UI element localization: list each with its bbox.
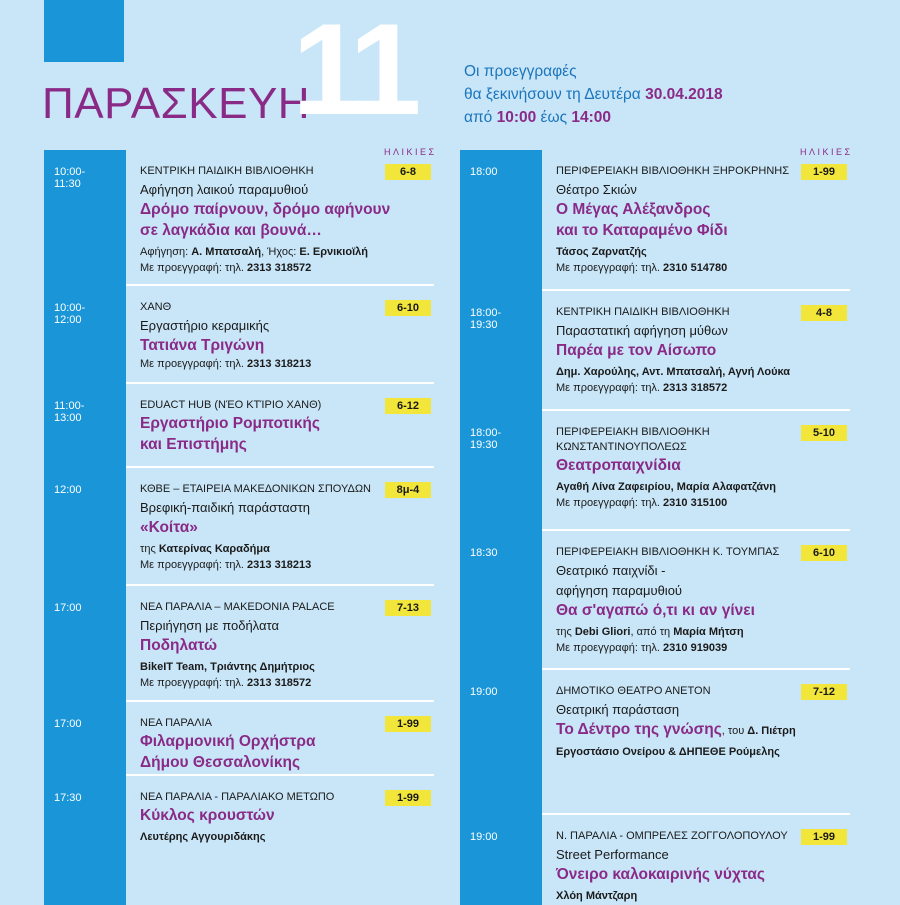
entry-contact xyxy=(140,356,430,372)
entry-phone: 2313 318213 xyxy=(247,559,312,571)
entry-credit-part: , από τη xyxy=(630,626,674,638)
entry-time: 11:00-13:00 xyxy=(54,400,85,424)
entry-details xyxy=(556,164,846,276)
entry-credit-part: της xyxy=(556,626,575,638)
entry-subtitle: Αφήγηση λαικού παραμυθιού xyxy=(140,182,309,197)
entry-venue: ΧΑΝΘ xyxy=(140,301,172,313)
entry-title-text: Τατιάνα Τριγώνη xyxy=(140,337,265,354)
entry-details xyxy=(140,600,430,691)
entry-subtitle: Εργαστήριο κεραμικής xyxy=(140,318,270,333)
entry-title-line2: και Επιστήμης xyxy=(140,436,247,453)
entry-time: 18:00 xyxy=(470,166,498,178)
entry-title-text: Το Δέντρο της γνώσης xyxy=(556,721,722,738)
age-badge: 8μ-4 xyxy=(385,482,431,498)
entry-time: 17:00 xyxy=(54,602,82,614)
entry-title-text: Κύκλος κρουστών xyxy=(140,807,275,824)
right-schedule-column xyxy=(460,150,850,905)
entry-credit-part: Τάσος Ζαρνατζής xyxy=(556,246,647,258)
entry-details xyxy=(556,545,846,656)
entry-divider xyxy=(542,409,850,411)
age-badge: 1-99 xyxy=(385,790,431,806)
entry-details xyxy=(140,716,430,773)
entry-venue: EDUACT HUB (ΝΈΟ ΚΤΊΡΙΟ ΧΑΝΘ) xyxy=(140,399,322,411)
entry-venue: ΠΕΡΙΦΕΡΕΙΑΚΗ ΒΙΒΛΙΟΘΗΚΗ ΞΗΡΟΚΡΗΝΗΣ xyxy=(556,165,790,177)
entry-time: 10:00-12:00 xyxy=(54,302,86,326)
entry-details xyxy=(556,305,846,396)
age-badge: 7-13 xyxy=(385,600,431,616)
age-badge: 7-12 xyxy=(801,684,847,700)
entry-phone: 2313 318572 xyxy=(247,262,312,274)
entry-details xyxy=(140,164,430,276)
entry-credit xyxy=(140,541,430,557)
entry-divider xyxy=(542,668,850,670)
entry-credit xyxy=(140,829,430,845)
entry-credit-part: Χλόη Μάντζαρη xyxy=(556,890,638,902)
entry-venue: ΚΕΝΤΡΙΚΗ ΠΑΙΔΙΚΗ ΒΙΒΛΙΟΘΗΚΗ xyxy=(556,306,730,318)
day-number: 11 xyxy=(292,0,414,142)
entry-contact-label: Με προεγγραφή: τηλ. xyxy=(140,677,248,689)
entry-venue: ΚΘΒΕ – ΕΤΑΙΡΕΙΑ ΜΑΚΕΔΟΝΙΚΩΝ ΣΠΟΥΔΩΝ xyxy=(140,483,371,495)
entry-divider xyxy=(542,529,850,531)
entry-title-author: Δ. Πιέτρη xyxy=(747,725,796,737)
entry-title-text: «Κοίτα» xyxy=(140,519,198,536)
day-name: ΠΑΡΑΣΚΕΥΗ xyxy=(42,79,311,128)
entry-credit-part: της xyxy=(140,543,159,555)
entry-credit-part: Αγαθή Λίνα Ζαφειρίου, Μαρία Αλαφατζάνη xyxy=(556,481,776,493)
ages-label-left: ΗΛΙΚΙΕΣ xyxy=(384,147,437,157)
entry-contact-label: Με προεγγραφή: τηλ. xyxy=(556,497,664,509)
entry-credit xyxy=(556,244,846,260)
entry-title xyxy=(556,200,846,220)
entry-time: 18:30 xyxy=(470,547,498,559)
entry-title xyxy=(140,806,430,826)
entry-phone: 2310 919039 xyxy=(663,642,728,654)
entry-title xyxy=(140,414,430,434)
entry-subtitle: Θεατρική παράσταση xyxy=(556,702,680,717)
age-badge: 5-10 xyxy=(801,425,847,441)
entry-divider xyxy=(126,284,434,286)
entry-details xyxy=(556,829,846,904)
entry-divider xyxy=(126,466,434,468)
age-badge: 4-8 xyxy=(801,305,847,321)
entry-credit-part: Λευτέρης Αγγουριδάκης xyxy=(140,831,266,843)
entry-credit xyxy=(556,479,846,495)
entry-credit xyxy=(140,659,430,675)
entry-contact xyxy=(556,640,846,656)
entry-divider xyxy=(542,289,850,291)
header-accent-block xyxy=(44,0,124,62)
entry-details xyxy=(140,300,430,372)
registration-date: 30.04.2018 xyxy=(645,86,723,103)
entry-time: 18:00-19:30 xyxy=(470,307,502,331)
entry-credit xyxy=(556,624,846,640)
age-badge: 6-10 xyxy=(801,545,847,561)
age-badge: 1-99 xyxy=(385,716,431,732)
registration-note xyxy=(464,60,723,129)
age-badge: 6-10 xyxy=(385,300,431,316)
entry-credit-part: Debi Gliori xyxy=(574,626,631,638)
entry-subtitle: Street Performance xyxy=(556,847,669,862)
entry-details xyxy=(556,425,846,511)
entry-contact xyxy=(140,260,430,276)
entry-credit-part: Μαρία Μήτση xyxy=(673,626,744,638)
entry-credit-part: Ε. Ερνικιοϊλή xyxy=(299,246,368,258)
entry-title-text: Ποδηλατώ xyxy=(140,637,218,654)
entry-phone: 2310 315100 xyxy=(663,497,728,509)
entry-venue: ΠΕΡΙΦΕΡΕΙΑΚΗ ΒΙΒΛΙΟΘΗΚΗ Κ. ΤΟΥΜΠΑΣ xyxy=(556,546,780,558)
registration-time-start: 10:00 xyxy=(496,109,537,126)
entry-title xyxy=(556,601,846,621)
entry-time: 19:00 xyxy=(470,686,498,698)
age-badge: 1-99 xyxy=(801,829,847,845)
entry-subtitle: Παραστατική αφήγηση μύθων xyxy=(556,323,728,338)
entry-details xyxy=(140,790,430,845)
entry-credit-part: Εργοστάσιο Ονείρου & ΔΗΠΕΘΕ Ρούμελης xyxy=(556,746,780,758)
age-badge: 6-12 xyxy=(385,398,431,414)
age-badge: 6-8 xyxy=(385,164,431,180)
entry-credit-part: Δημ. Χαρούλης, Αντ. Μπατσαλή, Αγνή Λούκα xyxy=(556,366,791,378)
entry-title xyxy=(556,341,846,361)
entry-time: 18:00-19:30 xyxy=(470,427,502,451)
entry-title-author-prefix: , του xyxy=(721,725,748,737)
entry-subtitle: Περιήγηση με ποδήλατα xyxy=(140,618,279,633)
entry-venue-line2: ΚΩΝΣΤΑΝΤΙΝΟΥΠΟΛΕΩΣ xyxy=(556,441,687,453)
entry-title-text: Θεατροπαιχνίδια xyxy=(556,457,681,474)
entry-title xyxy=(140,518,430,538)
entry-subtitle: Θεατρικό παιχνίδι - xyxy=(556,563,666,578)
entry-time: 12:00 xyxy=(54,484,82,496)
entry-credit xyxy=(556,888,846,904)
entry-title-line2: Δήμου Θεσσαλονίκης xyxy=(140,754,301,771)
entry-phone: 2313 318572 xyxy=(247,677,312,689)
entry-title xyxy=(556,720,846,741)
entry-contact-label: Με προεγγραφή: τηλ. xyxy=(140,262,248,274)
entry-title-line2: σε λαγκάδια και βουνά… xyxy=(140,222,322,239)
entry-credit-part: BikeIT Team, Τριάντης Δημήτριος xyxy=(140,661,315,673)
entry-time: 19:00 xyxy=(470,831,498,843)
entry-title xyxy=(140,336,430,356)
entry-phone: 2313 318213 xyxy=(247,358,312,370)
entry-details xyxy=(556,684,846,760)
entry-credit xyxy=(140,244,430,260)
entry-time: 10:00-11:30 xyxy=(54,166,86,190)
entry-credit xyxy=(556,744,846,760)
entry-venue: ΠΕΡΙΦΕΡΕΙΑΚΗ ΒΙΒΛΙΟΘΗΚΗ xyxy=(556,426,710,438)
entry-credit-part: Κατερίνας Καραδήμα xyxy=(158,543,270,555)
registration-time-end: 14:00 xyxy=(571,109,612,126)
entry-divider xyxy=(126,700,434,702)
entry-credit xyxy=(556,364,846,380)
entry-subtitle-line2: αφήγηση παραμυθιού xyxy=(556,583,683,598)
entry-phone: 2313 318572 xyxy=(663,382,728,394)
entry-divider xyxy=(126,382,434,384)
left-schedule-column xyxy=(44,150,434,905)
entry-contact xyxy=(140,557,430,573)
entry-credit-part: Αφήγηση: xyxy=(140,246,192,258)
entry-venue: Ν. ΠΑΡΑΛΙΑ - ΟΜΠΡΕΛΕΣ ΖΟΓΓΟΛΟΠΟΥΛΟΥ xyxy=(556,830,788,842)
entry-title-text: Θα σ'αγαπώ ό,τι κι αν γίνει xyxy=(556,602,755,619)
entry-details xyxy=(140,398,430,455)
entry-venue: ΔΗΜΟΤΙΚΟ ΘΕΑΤΡΟ ΑΝΕΤΟΝ xyxy=(556,685,711,697)
entry-subtitle: Θέατρο Σκιών xyxy=(556,182,637,197)
entry-divider xyxy=(542,813,850,815)
registration-note-line3: από 10:00 έως 14:00 xyxy=(464,109,612,126)
entry-title-text: Ο Μέγας Αλέξανδρος xyxy=(556,201,711,218)
entry-title xyxy=(140,732,430,752)
entry-contact xyxy=(556,495,846,511)
entry-contact xyxy=(556,260,846,276)
entry-title-text: Εργαστήριο Ρομποτικής xyxy=(140,415,320,432)
entry-time: 17:30 xyxy=(54,792,82,804)
entry-credit-part: Α. Μπατσαλή xyxy=(191,246,262,258)
entry-contact-label: Με προεγγραφή: τηλ. xyxy=(556,642,664,654)
entry-venue: ΝΕΑ ΠΑΡΑΛΙΑ – MAKEDONIA PALACE xyxy=(140,601,335,613)
entry-title xyxy=(140,636,430,656)
entry-divider xyxy=(126,774,434,776)
registration-note-line1: Οι προεγγραφές xyxy=(464,63,577,80)
registration-note-line2: θα ξεκινήσουν τη Δευτέρα 30.04.2018 xyxy=(464,86,723,103)
entry-title xyxy=(140,200,430,220)
ages-label-right: ΗΛΙΚΙΕΣ xyxy=(800,147,853,157)
entry-title-text: Φιλαρμονική Ορχήστρα xyxy=(140,733,316,750)
entry-venue: ΝΕΑ ΠΑΡΑΛΙΑ xyxy=(140,717,212,729)
entry-contact-label: Με προεγγραφή: τηλ. xyxy=(140,559,248,571)
entry-contact-label: Με προεγγραφή: τηλ. xyxy=(556,382,664,394)
entry-contact xyxy=(140,675,430,691)
right-time-bar xyxy=(460,150,542,905)
entry-title xyxy=(556,456,846,476)
entry-time: 17:00 xyxy=(54,718,82,730)
entry-venue: ΝΕΑ ΠΑΡΑΛΙΑ - ΠΑΡΑΛΙΑΚΟ ΜΕΤΩΠΟ xyxy=(140,791,335,803)
entry-title xyxy=(556,865,846,885)
entry-title-line2: και το Καταραμένο Φίδι xyxy=(556,222,728,239)
entry-subtitle: Βρεφική-παιδική παράσταστη xyxy=(140,500,310,515)
entry-title-text: Όνειρο καλοκαιρινής νύχτας xyxy=(556,866,765,883)
entry-venue: ΚΕΝΤΡΙΚΗ ΠΑΙΔΙΚΗ ΒΙΒΛΙΟΘΗΚΗ xyxy=(140,165,314,177)
entry-title-text: Δρόμο παίρνουν, δρόμο αφήνουν xyxy=(140,201,391,218)
entry-credit-part: , Ήχος: xyxy=(261,246,300,258)
entry-divider xyxy=(126,584,434,586)
entry-title-text: Παρέα με τον Αίσωπο xyxy=(556,342,717,359)
entry-details xyxy=(140,482,430,573)
entry-contact-label: Με προεγγραφή: τηλ. xyxy=(556,262,664,274)
age-badge: 1-99 xyxy=(801,164,847,180)
entry-contact xyxy=(556,380,846,396)
entry-contact-label: Με προεγγραφή: τηλ. xyxy=(140,358,248,370)
entry-phone: 2310 514780 xyxy=(663,262,728,274)
